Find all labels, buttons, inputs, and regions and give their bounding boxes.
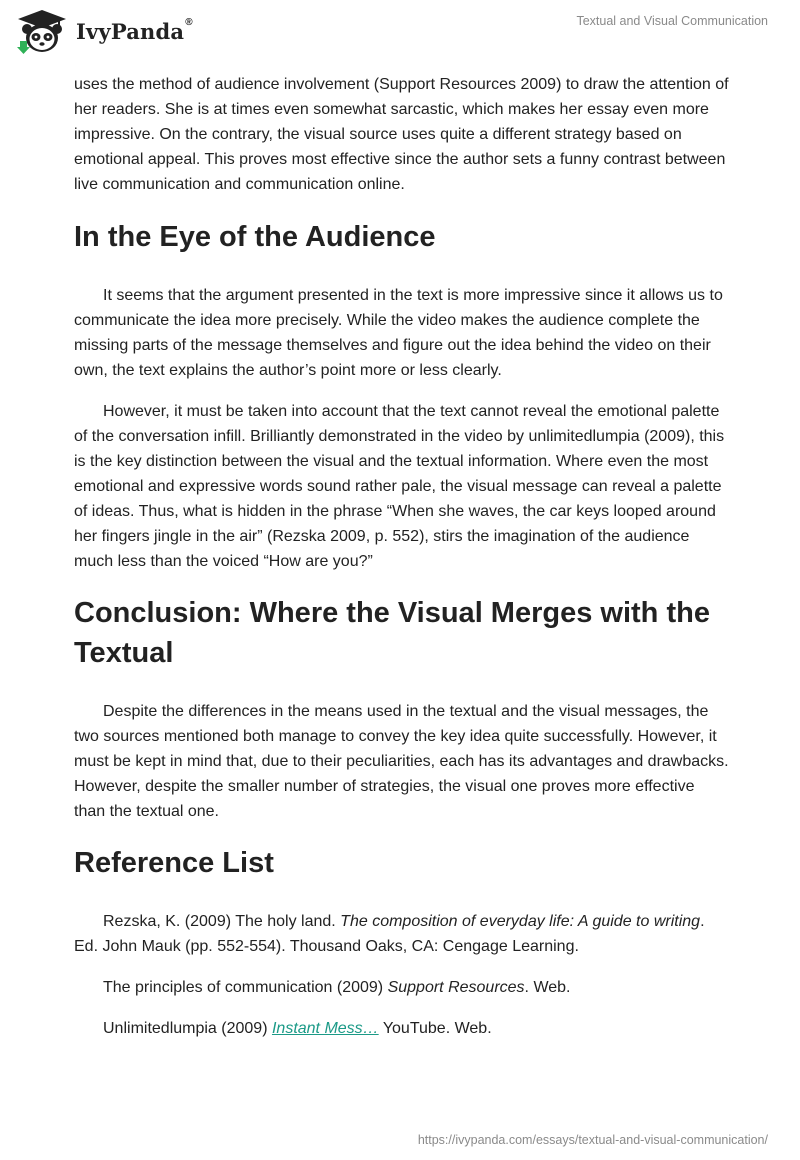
- essay-content: [74, 72, 729, 1041]
- reference-item: The principles of communication (2009) Support Resources. Web.: [103, 979, 571, 996]
- section-heading-conclusion: Conclusion: Where the Visual Merges with the Textual: [74, 597, 710, 669]
- ivypanda-logo[interactable]: [14, 8, 193, 54]
- document-title: Textual and Visual Communication: [576, 14, 768, 28]
- footer-url: https://ivypanda.com/essays/textual-and-visual-communication/: [417, 1133, 768, 1147]
- section-heading-audience: In the Eye of the Audience: [74, 221, 436, 253]
- brand-name: IvyPanda®: [76, 16, 193, 44]
- panda-graduate-icon: [14, 8, 70, 54]
- reference-item: Unlimitedlumpia (2009) Instant Mess… YouTube. Web.: [103, 1020, 492, 1037]
- reference-source-title: Support Resources: [387, 979, 525, 996]
- page-header: [0, 0, 800, 64]
- video-link[interactable]: Instant Mess…: [271, 1020, 379, 1037]
- intro-paragraph: uses the method of audience involvement (Support Resources 2009) to draw the attention of her readers. She is at times even somewhat sarcastic, which makes her essay even more impressive. On the contrary, the visual source uses quite a different strategy based on emotional appeal. This proves most effective since the author sets a funny contrast between live communication and communication online.: [74, 76, 729, 193]
- reference-item: Rezska, K. (2009) The holy land. The composition of everyday life: A guide to writing. Ed. John Mauk (pp. 552-554). Thousand Oaks, CA: Cengage Learning.: [74, 913, 705, 955]
- paragraph: Despite the differences in the means used in the textual and the visual messages, the two sources mentioned both manage to convey the key idea quite successfully. However, it must be kept in mind that, due to their peculiarities, each has its advantages and drawbacks. However, despite the smaller number of strategies, the visual one proves more effective than the textual one.: [74, 703, 729, 820]
- paragraph: It seems that the argument presented in the text is more impressive since it allows us to communicate the idea more precisely. While the video makes the audience complete the missing parts of the message themselves and figure out the idea behind the video on their own, the text explains the author’s point more or less clearly.: [74, 287, 723, 379]
- section-heading-references: Reference List: [74, 847, 274, 879]
- paragraph: However, it must be taken into account that the text cannot reveal the emotional palette of the conversation infill. Brilliantly demonstrated in the video by unlimitedlumpia (2009), this is the key distinction between the visual and the textual information. Where even the most emotional and expressive words sound rather pale, the visual message can reveal a palette of ideas. Thus, what is hidden in the phrase “When she waves, the car keys looped around her fingers jingle in the air” (Rezska 2009, p. 552), stirs the imagination of the audience much less than the voiced “How are you?”: [74, 403, 725, 570]
- reference-book-title: The composition of everyday life: A guide to writing: [340, 913, 701, 930]
